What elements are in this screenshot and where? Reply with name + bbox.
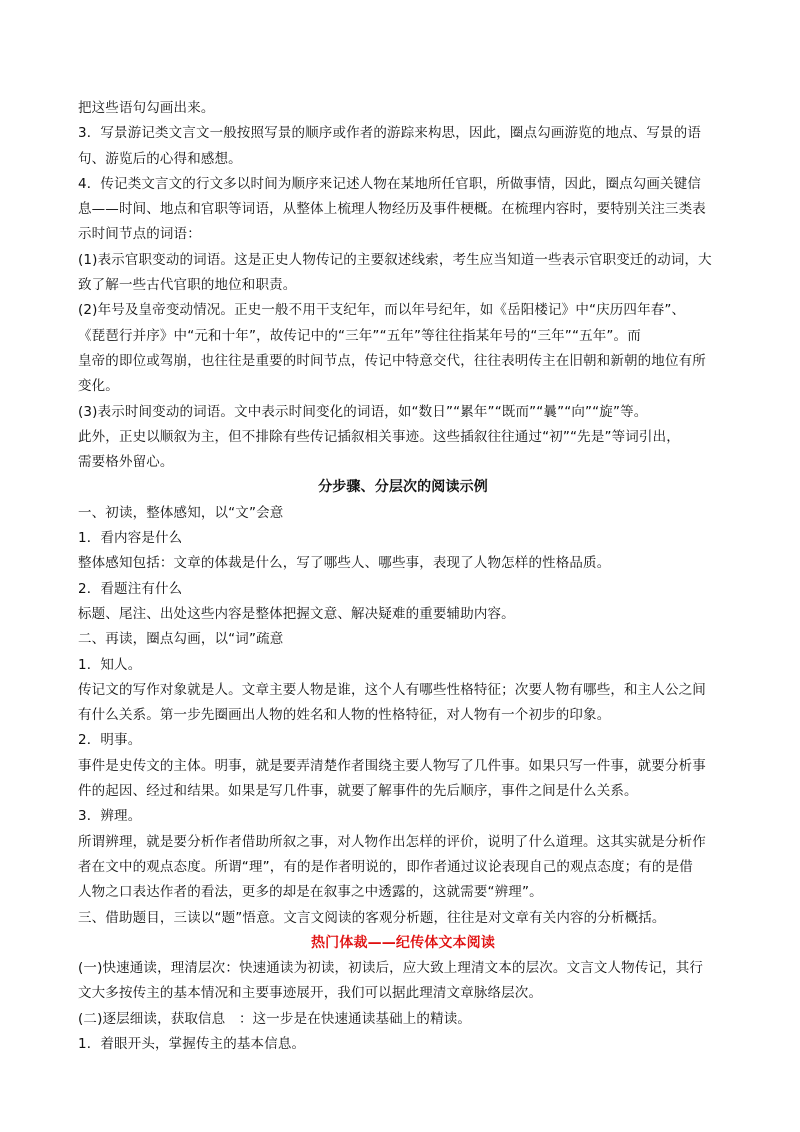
- text-line: 所谓辨理，就是要分析作者借助所叙之事，对人物作出怎样的评价，说明了什么道理。这其实就是分析作: [78, 833, 706, 850]
- text-line: 此外，正史以顺叙为主，但不排除有些传记插叙相关事迹。这些插叙往往通过“初”“先是”等词引出，: [78, 428, 680, 445]
- text-line: (二)逐层细读，获取信息 ：这一步是在快速通读基础上的精读。: [78, 1010, 472, 1027]
- document-page: [78, 96, 728, 1057]
- text-line: (1)表示官职变动的词语。这是正史人物传记的主要叙述线索，考生应当知道一些表示官职变迁的动词，大: [78, 251, 712, 268]
- text-line: 标题、尾注、出处这些内容是整体把握文意、解决疑难的重要辅助内容。: [78, 605, 515, 622]
- text-line: 二、再读，圈点勾画，以“词”疏意: [78, 631, 284, 648]
- text-line: 《琵琶行并序》中“元和十年”，故传记中的“三年”“五年”等往往指某年号的“三年”“五年”。而: [78, 327, 641, 344]
- text-line: (一)快速通读，理清层次：快速通读为初读，初读后，应大致上理清文本的层次。文言文人物传记，其行: [78, 960, 704, 977]
- text-line: 示时间节点的词语：: [78, 226, 201, 243]
- text-line: 致了解一些古代官职的地位和职责。: [78, 277, 297, 294]
- text-line: 需要格外留心。: [78, 454, 174, 471]
- text-line: 人物之口表达作者的看法，更多的却是在叙事之中透露的，这就需要“辨理”。: [78, 884, 543, 901]
- text-line: 息——时间、地点和官职等词语，从整体上梳理人物经历及事件梗概。在梳理内容时，要特别关注三类表: [78, 201, 706, 218]
- text-line: 有什么关系。第一步先圈画出人物的姓名和人物的性格特征，对人物有一个初步的印象。: [78, 707, 611, 724]
- text-line: 文大多按传主的基本情况和主要事迹展开，我们可以据此理清文章脉络层次。: [78, 985, 543, 1002]
- text-line: 2．明事。: [78, 732, 142, 749]
- text-line: (2)年号及皇帝变动情况。正史一般不用干支纪年，而以年号纪年，如《岳阳楼记》中“庆历四年春”、: [78, 302, 686, 319]
- section-heading-red: 热门体裁——纪传体文本阅读: [311, 934, 495, 951]
- section-heading: 分步骤、分层次的阅读示例: [318, 479, 488, 496]
- text-line: 一、初读，整体感知，以“文”会意: [78, 504, 284, 521]
- text-line: 三、借助题目，三读以“题”悟意。文言文阅读的客观分析题，往往是对文章有关内容的分析概括。: [78, 909, 666, 926]
- text-line: 3．写景游记类文言文一般按照写景的顺序或作者的游踪来构思，因此，圈点勾画游览的地点、写景的语: [78, 125, 701, 142]
- text-line: 变化。: [78, 378, 119, 395]
- text-line: 1．看内容是什么: [78, 530, 183, 547]
- text-line: 整体感知包括：文章的体裁是什么，写了哪些人、哪些事，表现了人物怎样的性格品质。: [78, 555, 611, 572]
- text-line: (3)表示时间变动的词语。文中表示时间变化的词语，如“数日”“累年”“既而”“曩”“向”“旋”等。: [78, 403, 648, 420]
- text-line: 者在文中的观点态度。所谓“理”，有的是作者明说的，即作者通过议论表现自己的观点态度；有的是借: [78, 858, 693, 875]
- text-line: 传记文的写作对象就是人。文章主要人物是谁，这个人有哪些性格特征；次要人物有哪些，和主人公之间: [78, 681, 706, 698]
- text-line: 1．着眼开头，掌握传主的基本信息。: [78, 1035, 306, 1052]
- text-line: 把这些语句勾画出来。: [78, 100, 215, 116]
- text-line: 皇帝的即位或驾崩，也往往是重要的时间节点，传记中特意交代，往往表明传主在旧朝和新朝的地位有所: [78, 352, 706, 369]
- text-line: 1．知人。: [78, 656, 142, 673]
- text-line: 事件是史传文的主体。明事，就是要弄清楚作者围绕主要人物写了几件事。如果只写一件事，就要分析事: [78, 757, 706, 774]
- text-line: 句、游览后的心得和感想。: [78, 150, 242, 167]
- text-line: 3．辨理。: [78, 808, 142, 825]
- text-line: 4．传记类文言文的行文多以时间为顺序来记述人物在某地所任官职，所做事情，因此，圈点勾画关键信: [78, 175, 701, 192]
- text-line: 2．看题注有什么: [78, 580, 183, 597]
- text-line: 件的起因、经过和结果。如果是写几件事，就要了解事件的先后顺序，事件之间是什么关系。: [78, 783, 638, 800]
